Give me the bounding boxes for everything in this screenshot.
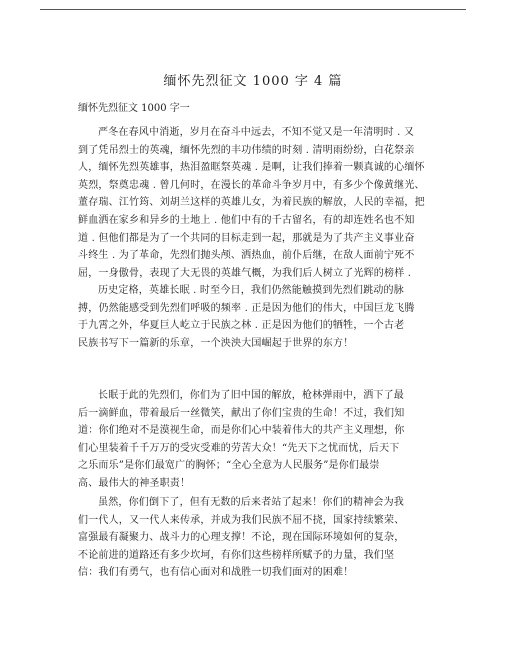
section-heading: 缅怀先烈征文 1000 字一 <box>78 103 190 114</box>
paragraph-line: 人，缅怀先烈英雄事，热泪盈眶祭英魂 . 是啊，让我们捧着一颗真诚的心缅怀 <box>78 162 425 174</box>
paragraph-line: 鲜血洒在家乡和异乡的土地上 . 他们中有的千古留名，有的却连姓名也不知 <box>78 214 415 226</box>
paragraph-line: 道：你们绝对不是漠视生命，而是你们心中装着伟大的共产主义理想，你 <box>78 425 405 437</box>
paragraph-line: 于九霄之外，华夏巨人屹立于民族之林 . 正是因为他们的牺牲，一个古老 <box>78 320 405 332</box>
paragraph-4 <box>78 494 434 582</box>
paragraph-line: 民族书写下一篇新的乐章，一个泱泱大国崛起于世界的东方！ <box>78 337 354 349</box>
paragraph-line: 董存瑞、江竹筠、刘胡兰这样的英雄儿女，为着民族的解放，人民的幸福，把 <box>78 197 425 209</box>
paragraph-line: 高、最伟大的神圣职责！ <box>78 477 191 489</box>
paragraph-line: 不论前进的道路还有多少坎坷，有你们这些榜样所赋予的力量，我们坚 <box>78 549 395 561</box>
paragraph-line: 信：我们有勇气，也有信心面对和战胜一切我们面对的困难！ <box>78 567 354 579</box>
paragraph-line: 历史定格，英雄长眠 . 时至今日，我们仍然能触摸到先烈们跳动的脉 <box>98 285 404 296</box>
paragraph-line: 们一代人，又一代人来传承，并成为我们民族不屈不挠，国家持续繁荣、 <box>78 514 405 526</box>
paragraph-line: 虽然，你们倒下了，但有无数的后来者站了起来！你们的精神会为我 <box>98 497 404 508</box>
paragraph-2 <box>78 282 434 352</box>
paragraph-line: 搏，仍然能感受到先烈们呼吸的频率 . 正是因为他们的伟大，中国巨龙飞腾 <box>78 302 415 314</box>
paragraph-line: 屈，一身傲骨，表现了大无畏的英雄气概，为我们后人树立了光辉的榜样 . <box>78 267 412 279</box>
paragraph-3 <box>78 387 434 493</box>
paragraph-1 <box>78 124 434 282</box>
paragraph-line: 严冬在春风中消逝，岁月在奋斗中远去，不知不觉又是一年清明时 . 又 <box>98 127 415 138</box>
paragraph-line: 英烈，祭奠忠魂 . 曾几何时，在漫长的革命斗争岁月中，有多少个像黄继光、 <box>78 179 425 191</box>
paragraph-line: 长眠于此的先烈们，你们为了旧中国的解放，枪林弹雨中，洒下了最 <box>98 390 404 401</box>
paragraph-line: 斗终生 . 为了革命，先烈们抛头颅、洒热血，前仆后继，在敌人面前宁死不 <box>78 250 415 262</box>
paragraph-line: 富强最有凝聚力、战斗力的心理支撑！不论，现在国际环境如何的复杂， <box>78 532 405 544</box>
document-title: 缅怀先烈征文 1000 字 4 篇 <box>163 74 343 89</box>
paragraph-line: 们心里装着千千万万的受灾受难的劳苦大众！“先天下之忧而忧，后天下 <box>78 442 400 454</box>
paragraph-line: 道 . 但他们都是为了一个共同的目标走到一起，那就是为了共产主义事业奋 <box>78 232 415 244</box>
paragraph-line: 后一滴鲜血，带着最后一丝微笑，献出了你们宝贵的生命！不过，我们知 <box>78 407 405 419</box>
paragraph-line: 之乐而乐”是你们最宽广的胸怀；“全心全意为人民服务”是你们最崇 <box>78 460 380 472</box>
paragraph-line: 到了凭吊烈士的英魂，缅怀先烈的丰功伟绩的时刻 . 清明雨纷纷，白花祭亲 <box>78 144 415 156</box>
header-rule <box>40 9 466 10</box>
